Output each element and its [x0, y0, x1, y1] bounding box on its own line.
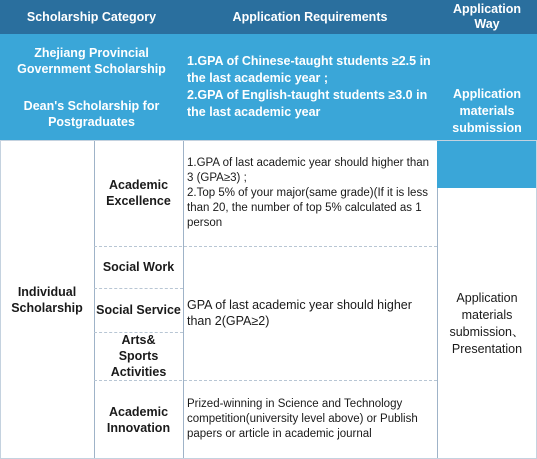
individual-scholarship-label: Individual Scholarship	[11, 284, 83, 315]
zhejiang-scholarship-label: Zhejiang Provincial Government Scholarship	[17, 45, 166, 76]
social-service-label: Social Service	[96, 303, 181, 317]
top-way-text: Application materials submission	[452, 86, 522, 135]
header-requirements-label: Application Requirements	[232, 10, 388, 24]
top-requirements-text: 1.GPA of Chinese-taught students ≥2.5 in the last academic year ; 2.GPA of English-taught students ≥3.0 in the last academic year	[187, 54, 431, 119]
arts-sports-label: Arts& Sports Activities	[110, 333, 167, 379]
academic-innovation-label: Academic Innovation	[106, 404, 171, 435]
social-work-label: Social Work	[102, 260, 175, 274]
dean-scholarship-cell	[0, 87, 183, 140]
top-requirements-cell	[183, 34, 437, 140]
zhejiang-scholarship-cell	[0, 34, 183, 87]
header-application-requirements	[183, 0, 437, 34]
dean-scholarship-label: Dean's Scholarship for Postgraduates	[23, 98, 160, 129]
header-category-label: Scholarship Category	[26, 10, 157, 24]
academic-excellence-label: Academic Excellence	[106, 178, 171, 208]
header-way-label: Application Way	[452, 2, 522, 31]
header-application-way	[437, 0, 537, 34]
individual-way-text: Application materials submission、Presentation	[449, 290, 525, 356]
academic-excellence-requirement: 1.GPA of last academic year should higher than 3 (GPA≥3) ; 2.Top 5% of your major(same grade)(If it is less than 20, the number of top 5% calculated as 1 person	[187, 156, 430, 229]
academic-innovation-requirement: Prized-winning in Science and Technology competition(university level above) or Publish papers or article in academic journal	[187, 398, 418, 440]
shared-requirement-text: GPA of last academic year should higher than 2(GPA≥2)	[187, 298, 412, 328]
header-scholarship-category	[0, 0, 183, 34]
table-frame	[0, 140, 537, 459]
